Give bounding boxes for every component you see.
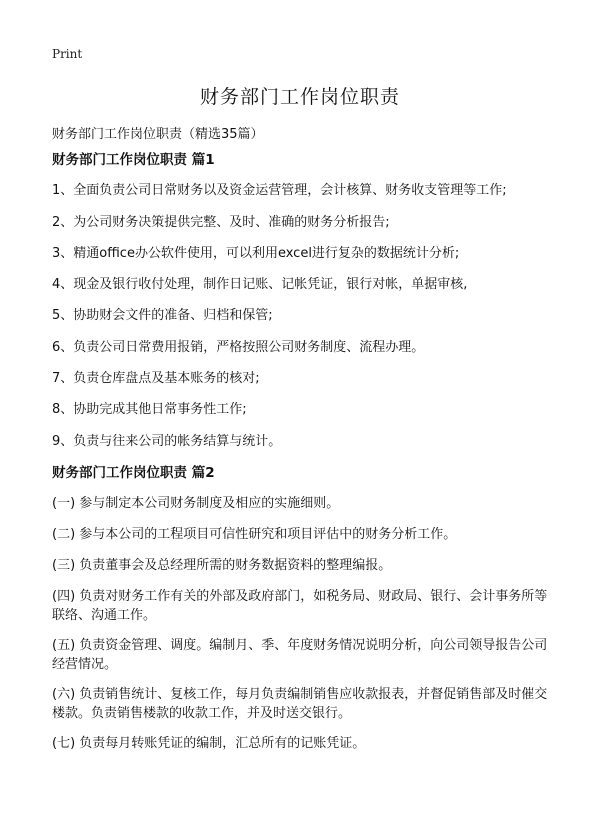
list-item: (二) 参与本公司的工程项目可信性研究和项目评估中的财务分析工作。	[52, 526, 457, 542]
list-item: 2、为公司财务决策提供完整、及时、准确的财务分析报告;	[52, 214, 390, 230]
list-item: (五) 负责资金管理、调度。编制月、季、年度财务情况说明分析，向公司领导报告公司经营情况。	[52, 637, 548, 672]
list-item: 6、负责公司日常费用报销，严格按照公司财务制度、流程办理。	[52, 339, 425, 355]
section-heading: 财务部门工作岗位职责 篇1	[52, 152, 215, 168]
list-item: 9、负责与往来公司的帐务结算与统计。	[52, 433, 282, 449]
list-item: (六) 负责销售统计、复核工作，每月负责编制销售应收款报表，并督促销售部及时催交楼款。负责销售楼款的收款工作，并及时送交银行。	[52, 686, 548, 721]
document-subtitle: 财务部门工作岗位职责（精选35篇）	[52, 127, 264, 142]
print-label: Print	[52, 47, 83, 61]
list-item: 7、负责仓库盘点及基本账务的核对;	[52, 371, 260, 387]
document-content	[52, 150, 552, 754]
document-title: 财务部门工作岗位职责	[199, 86, 400, 108]
list-item: (七) 负责每月转账凭证的编制，汇总所有的记账凭证。	[52, 735, 366, 751]
list-item: (四) 负责对财务工作有关的外部及政府部门，如税务局、财政局、银行、会计事务所等联络、沟通工作。	[52, 588, 548, 623]
list-item: 1、全面负责公司日常财务以及资金运营管理，会计核算、财务收支管理等工作;	[52, 183, 507, 199]
list-item: 5、协助财会文件的准备、归档和保管;	[52, 308, 273, 324]
list-item: (三) 负责董事会及总经理所需的财务数据资料的整理编报。	[52, 557, 392, 573]
list-item: (一) 参与制定本公司财务制度及相应的实施细则。	[52, 495, 340, 511]
list-item: 4、现金及银行收付处理，制作日记账、记帐凭证，银行对帐，单据审核,	[52, 277, 468, 293]
list-item: 3、精通office办公软件使用，可以利用excel进行复杂的数据统计分析;	[52, 245, 460, 261]
list-item: 8、协助完成其他日常事务性工作;	[52, 402, 247, 418]
section-heading: 财务部门工作岗位职责 篇2	[52, 464, 215, 481]
section-2	[52, 463, 552, 754]
section-1	[52, 150, 552, 452]
